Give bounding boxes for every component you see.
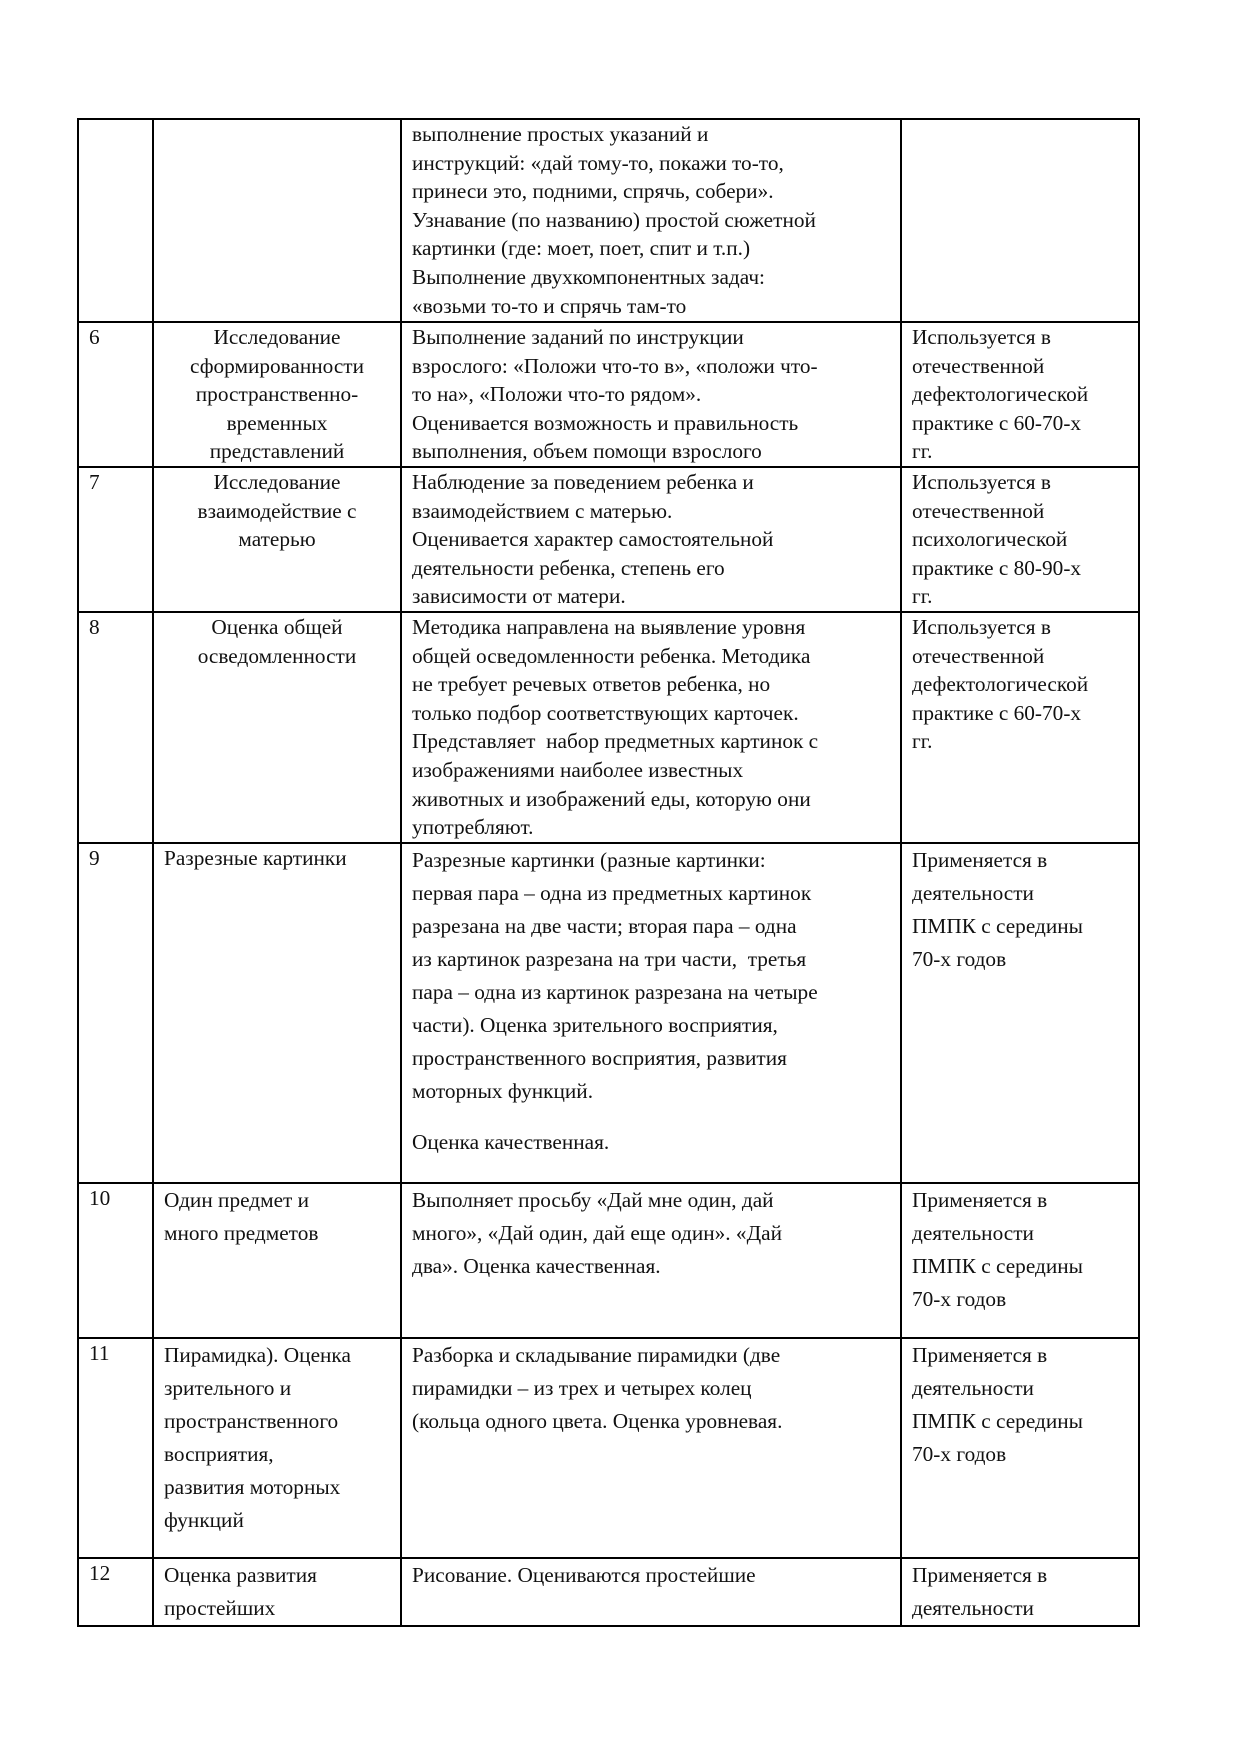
row-number-cell: 11 — [78, 1338, 153, 1558]
text-line: дефектологической — [912, 382, 1089, 407]
method-name-cell — [153, 1338, 401, 1558]
text-line: деятельности — [912, 1595, 1034, 1620]
text-line: Оценка общей — [211, 614, 343, 639]
text-line: психологической — [912, 527, 1068, 552]
text-line: практике с 60-70-х — [912, 410, 1082, 435]
method-usage-cell — [901, 612, 1139, 843]
text-line: отечественной — [912, 498, 1045, 523]
text-line: Пирамидка). Оценка — [164, 1342, 351, 1367]
text-line: Оценивается характер самостоятельной — [412, 527, 774, 552]
text-line: пространственного — [164, 1408, 339, 1433]
text-line: взрослого: «Положи что-то в», «положи что- — [412, 353, 818, 378]
text-line: из картинок разрезана на три части, третья — [412, 946, 807, 971]
text-line: Разрезные картинки — [164, 845, 347, 870]
method-description-cell — [401, 1558, 901, 1626]
text-line: Выполнение заданий по инструкции — [412, 325, 744, 349]
text-line: животных и изображений еды, которую они — [412, 786, 811, 811]
text-line: части). Оценка зрительного восприятия, — [412, 1012, 778, 1037]
method-usage-cell — [901, 1338, 1139, 1558]
text-line: Представляет набор предметных картинок с — [412, 729, 819, 754]
method-usage-cell — [901, 1183, 1139, 1338]
text-line: выполнение простых указаний и — [412, 122, 709, 146]
method-name-cell — [153, 119, 401, 322]
method-description-cell — [401, 843, 901, 1183]
text-line: два». Оценка качественная. — [412, 1253, 661, 1278]
row-number-cell: 7 — [78, 467, 153, 612]
table-row — [78, 119, 1139, 322]
table-row — [78, 1338, 1139, 1558]
text-line: ПМПК с середины — [912, 1253, 1083, 1278]
text-line: Оценка качественная. — [412, 1129, 610, 1154]
text-line: зрительного и — [164, 1375, 292, 1400]
text-line: временных — [226, 410, 328, 435]
text-line: Методика направлена на выявление уровня — [412, 614, 806, 639]
table-row — [78, 322, 1139, 467]
method-usage-cell — [901, 119, 1139, 322]
text-line: деятельности ребенка, степень его — [412, 555, 725, 580]
text-line: Оценивается возможность и правильность — [412, 410, 799, 435]
method-usage-cell — [901, 322, 1139, 467]
table-row — [78, 612, 1139, 843]
text-line: взаимодействие с — [197, 498, 357, 523]
text-line: гг. — [912, 729, 933, 754]
text-line: Используется в — [912, 469, 1051, 494]
text-line: деятельности — [912, 1375, 1034, 1400]
text-line: 70-х годов — [912, 1441, 1007, 1466]
text-line: то на», «Положи что-то рядом». — [412, 382, 702, 407]
text-line: выполнения, объем помощи взрослого — [412, 439, 762, 464]
text-line: пространственного восприятия, развития — [412, 1045, 787, 1070]
text-line: Выполняет просьбу «Дай мне один, дай — [412, 1187, 774, 1212]
table-row — [78, 1183, 1139, 1338]
text-line: практике с 80-90-х — [912, 555, 1082, 580]
text-line: осведомленности — [197, 643, 357, 668]
text-line: Разрезные картинки (разные картинки: — [412, 847, 766, 872]
text-line: пространственно- — [195, 382, 359, 407]
text-line: представлений — [209, 439, 345, 464]
row-number-cell: 9 — [78, 843, 153, 1183]
text-line: ПМПК с середины — [912, 913, 1083, 938]
text-line: употребляют. — [412, 815, 534, 840]
text-line: деятельности — [912, 1220, 1034, 1245]
text-line: Рисование. Оцениваются простейшие — [412, 1562, 756, 1587]
text-line: взаимодействием с матерью. — [412, 498, 673, 523]
text-line: 70-х годов — [912, 1286, 1007, 1311]
method-name-cell — [153, 467, 401, 612]
method-name-cell — [153, 322, 401, 467]
row-number-cell — [78, 119, 153, 322]
text-line: дефектологической — [912, 672, 1089, 697]
text-line: Оценка развития — [164, 1562, 317, 1587]
method-description-cell — [401, 1338, 901, 1558]
text-line: ПМПК с середины — [912, 1408, 1083, 1433]
text-line: (кольца одного цвета. Оценка уровневая. — [412, 1408, 783, 1433]
text-line: 70-х годов — [912, 946, 1007, 971]
row-number-cell: 8 — [78, 612, 153, 843]
method-name-cell — [153, 1558, 401, 1626]
method-description-cell — [401, 612, 901, 843]
text-line: картинки (где: моет, поет, спит и т.п.) — [412, 236, 751, 261]
method-description-cell — [401, 322, 901, 467]
method-usage-cell — [901, 467, 1139, 612]
text-line: развития моторных — [164, 1474, 341, 1499]
text-line: отечественной — [912, 643, 1045, 668]
text-line: «возьми то-то и спрячь там-то — [412, 293, 687, 318]
text-line: Разборка и складывание пирамидки (две — [412, 1342, 781, 1367]
text-line: функций — [164, 1507, 244, 1532]
text-line: много предметов — [164, 1220, 319, 1245]
text-line: простейших — [164, 1595, 276, 1620]
text-line: много», «Дай один, дай еще один». «Дай — [412, 1220, 782, 1245]
text-line: сформированности — [189, 353, 364, 378]
text-line: Исследование — [213, 325, 341, 349]
text-line: практике с 60-70-х — [912, 700, 1082, 725]
text-line: Используется в — [912, 325, 1051, 349]
row-number-cell: 12 — [78, 1558, 153, 1626]
text-line: зависимости от матери. — [412, 584, 626, 609]
text-line: Применяется в — [912, 847, 1048, 872]
text-line: гг. — [912, 584, 933, 609]
method-name-cell — [153, 843, 401, 1183]
table-row — [78, 843, 1139, 1183]
method-usage-cell — [901, 1558, 1139, 1626]
text-line: Применяется в — [912, 1562, 1048, 1587]
text-line: Применяется в — [912, 1342, 1048, 1367]
text-line: Применяется в — [912, 1187, 1048, 1212]
text-line: деятельности — [912, 880, 1034, 905]
text-line: гг. — [912, 439, 933, 464]
row-number-cell: 6 — [78, 322, 153, 467]
method-name-cell — [153, 1183, 401, 1338]
text-line: инструкций: «дай тому-то, покажи то-то, — [412, 150, 784, 175]
table-row — [78, 1558, 1139, 1626]
text-line: разрезана на две части; вторая пара – одна — [412, 913, 797, 938]
text-line: пара – одна из картинок разрезана на четыре — [412, 979, 818, 1004]
method-name-cell — [153, 612, 401, 843]
text-line: Наблюдение за поведением ребенка и — [412, 469, 754, 494]
methods-table — [77, 118, 1140, 1627]
text-line: Узнавание (по названию) простой сюжетной — [412, 207, 816, 232]
text-line: только подбор соответствующих карточек. — [412, 700, 799, 725]
text-line: изображениями наиболее известных — [412, 757, 744, 782]
paragraph-spacer — [412, 1108, 890, 1126]
text-line: восприятия, — [164, 1441, 274, 1466]
text-line: матерью — [238, 527, 316, 552]
text-line: не требует речевых ответов ребенка, но — [412, 672, 771, 697]
text-line: отечественной — [912, 353, 1045, 378]
text-line: Выполнение двухкомпонентных задач: — [412, 264, 765, 289]
method-description-cell — [401, 1183, 901, 1338]
method-description-cell — [401, 467, 901, 612]
text-line: общей осведомленности ребенка. Методика — [412, 643, 811, 668]
text-line: Используется в — [912, 614, 1051, 639]
method-usage-cell — [901, 843, 1139, 1183]
text-line: принеси это, подними, спрячь, собери». — [412, 179, 774, 204]
text-line: пирамидки – из трех и четырех колец — [412, 1375, 752, 1400]
text-line: моторных функций. — [412, 1078, 594, 1103]
row-number-cell: 10 — [78, 1183, 153, 1338]
text-line: Один предмет и — [164, 1187, 310, 1212]
text-line: Исследование — [213, 469, 341, 494]
text-line: первая пара – одна из предметных картинок — [412, 880, 812, 905]
table-row — [78, 467, 1139, 612]
method-description-cell — [401, 119, 901, 322]
